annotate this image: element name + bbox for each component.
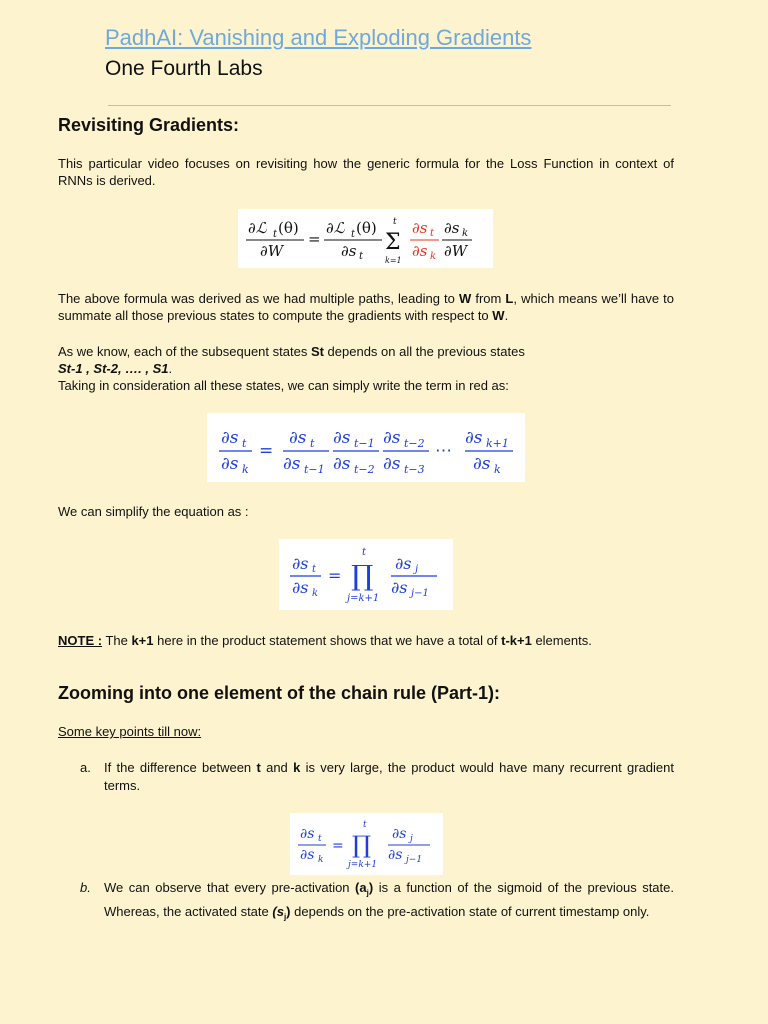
svg-text:(θ): (θ) bbox=[278, 219, 299, 237]
svg-text:∂s: ∂s bbox=[412, 219, 428, 237]
svg-text:t−2: t−2 bbox=[354, 463, 375, 476]
document-subtitle: One Fourth Labs bbox=[105, 57, 263, 80]
svg-text:(θ): (θ) bbox=[356, 219, 377, 237]
svg-text:t: t bbox=[310, 437, 315, 450]
svg-text:∂W: ∂W bbox=[444, 242, 468, 260]
svg-text:∂s: ∂s bbox=[392, 826, 407, 842]
paths-paragraph: The above formula was derived as we had multiple paths, leading to W from L, which means we’ll have to summate all those previous states to compute the gradients with respect to W. bbox=[58, 291, 674, 323]
svg-text:∂s: ∂s bbox=[444, 219, 460, 237]
svg-text:=: = bbox=[308, 230, 321, 248]
list-marker-a: a. bbox=[80, 760, 91, 775]
svg-text:∂s: ∂s bbox=[221, 428, 239, 448]
key-points-label: Some key points till now: bbox=[58, 724, 202, 739]
svg-text:∂s: ∂s bbox=[395, 554, 412, 573]
list-marker-b: b. bbox=[80, 880, 91, 895]
svg-text:k+1: k+1 bbox=[486, 437, 509, 450]
section-heading-zooming-chain-rule: Zooming into one element of the chain rule (Part-1): bbox=[58, 683, 501, 703]
intro-paragraph: This particular video focuses on revisiting how the generic formula for the Loss Function in context of RNNs is derived. bbox=[58, 156, 674, 188]
equation-product-form-small bbox=[290, 813, 443, 875]
svg-text:t: t bbox=[430, 228, 435, 239]
svg-text:=: = bbox=[328, 566, 342, 585]
svg-text:k: k bbox=[462, 228, 469, 239]
svg-text:k: k bbox=[430, 251, 437, 262]
svg-text:t: t bbox=[351, 229, 356, 240]
svg-text:∂s: ∂s bbox=[341, 242, 357, 260]
svg-text:∏: ∏ bbox=[351, 559, 374, 592]
svg-text:∂s: ∂s bbox=[292, 578, 309, 597]
svg-text:∂s: ∂s bbox=[221, 454, 239, 474]
svg-text:j: j bbox=[415, 564, 419, 575]
section-heading-revisiting-gradients: Revisiting Gradients: bbox=[58, 115, 240, 135]
svg-text:t: t bbox=[359, 251, 364, 262]
svg-text:∂s: ∂s bbox=[292, 554, 309, 573]
svg-text:k: k bbox=[318, 855, 324, 865]
svg-text:∂s: ∂s bbox=[383, 454, 401, 474]
svg-text:k: k bbox=[242, 463, 249, 476]
svg-text:∂s: ∂s bbox=[388, 847, 403, 863]
svg-text:j−1: j−1 bbox=[406, 855, 423, 865]
list-item-b: We can observe that every pre-activation $(a_j)$ is a function of the sigmoid of the previous state. Whereas, the activated state $(s_j)$ depends on the pre-activation state of current timestamp only. bbox=[104, 880, 674, 922]
states-paragraph: As we know, each of the subsequent states St depends on all the previous states St-1 , St-2, …. , S1. Taking in consideration all these states, we can simply write the term in red as: bbox=[58, 344, 525, 393]
svg-text:∂s: ∂s bbox=[333, 428, 351, 448]
svg-text:∂s: ∂s bbox=[333, 454, 351, 474]
svg-text:∂s: ∂s bbox=[391, 578, 408, 597]
svg-text:t: t bbox=[363, 820, 367, 830]
svg-text:∂s: ∂s bbox=[300, 826, 315, 842]
svg-text:t: t bbox=[312, 564, 317, 575]
equation-product-form bbox=[279, 539, 453, 610]
svg-text:∂s: ∂s bbox=[289, 428, 307, 448]
svg-text:=: = bbox=[259, 441, 274, 461]
svg-text:j=k+1: j=k+1 bbox=[348, 860, 378, 870]
svg-text:t: t bbox=[362, 547, 367, 558]
svg-text:∂s: ∂s bbox=[283, 454, 301, 474]
svg-text:∏: ∏ bbox=[352, 831, 372, 859]
svg-text:Σ: Σ bbox=[385, 230, 401, 255]
svg-text:t: t bbox=[273, 229, 278, 240]
svg-text:j−1: j−1 bbox=[411, 588, 429, 599]
svg-text:⋯: ⋯ bbox=[435, 441, 452, 461]
equation-loss-gradient bbox=[238, 209, 493, 268]
svg-text:∂ℒ: ∂ℒ bbox=[326, 219, 345, 237]
svg-text:∂s: ∂s bbox=[412, 242, 428, 260]
svg-text:t: t bbox=[393, 217, 397, 227]
svg-text:∂s: ∂s bbox=[473, 454, 491, 474]
simplify-paragraph: We can simplify the equation as : bbox=[58, 504, 249, 519]
svg-text:∂ℒ: ∂ℒ bbox=[248, 219, 267, 237]
document-title-link[interactable]: PadhAI: Vanishing and Exploding Gradients bbox=[105, 25, 532, 50]
equation-chain-expansion bbox=[207, 413, 525, 482]
svg-text:t: t bbox=[318, 834, 322, 844]
note-paragraph: NOTE : The k+1 here in the product statement shows that we have a total of t-k+1 elements. bbox=[58, 633, 592, 648]
svg-text:=: = bbox=[332, 838, 344, 854]
list-item-a: If the difference between t and k is very large, the product would have many recurrent gradient terms. bbox=[104, 760, 674, 793]
svg-text:j: j bbox=[410, 834, 413, 844]
svg-text:∂s: ∂s bbox=[465, 428, 483, 448]
svg-text:k=1: k=1 bbox=[385, 256, 402, 265]
svg-text:k: k bbox=[312, 588, 319, 599]
svg-text:t: t bbox=[242, 437, 247, 450]
svg-text:t−3: t−3 bbox=[404, 463, 425, 476]
svg-text:j=k+1: j=k+1 bbox=[347, 593, 380, 604]
svg-text:t−2: t−2 bbox=[404, 437, 425, 450]
svg-text:∂s: ∂s bbox=[383, 428, 401, 448]
svg-text:t−1: t−1 bbox=[304, 463, 325, 476]
svg-text:t−1: t−1 bbox=[354, 437, 375, 450]
header-divider bbox=[108, 105, 671, 106]
svg-text:∂W: ∂W bbox=[260, 242, 284, 260]
svg-text:∂s: ∂s bbox=[300, 847, 315, 863]
svg-text:k: k bbox=[494, 463, 501, 476]
